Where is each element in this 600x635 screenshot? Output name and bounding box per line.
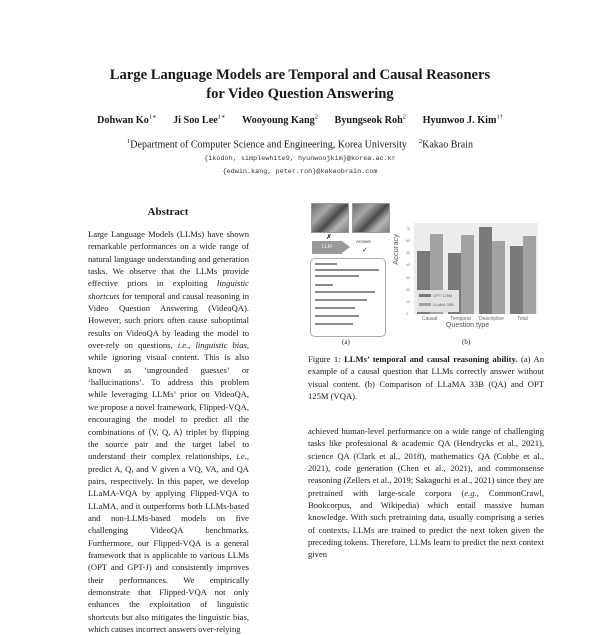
question-choices-box xyxy=(310,258,386,337)
caption-title: LLMs’ temporal and causal reasoning ability. xyxy=(344,354,518,364)
author-sup: 2 xyxy=(314,114,318,121)
abstract-text: , xyxy=(188,340,196,351)
abstract-text: , predict A, Q, and V given a VQ, VA, and QA pairs, respectively. In this paper, we develop LLaMA-VQA by applying Flipped-VQA to LLaMA, and it outperforms both LLMs-based and non-LLMs-based models on five challenging VideoQA benchmarks. Furthermore, our Flipped-VQA is a general framework that is applicable to various LLMs (OPT and GPT-J) and consistently improves their performances. We empirically demonstrate that Flipped-VQA not only enhances the exploitation of linguistic shortcuts but also mitigates the linguistic bias, which causes incorrect answers over-relying xyxy=(88,451,249,634)
x-tick-label: Temporal xyxy=(450,316,471,322)
y-tick-label: 20 xyxy=(406,287,410,292)
author xyxy=(242,115,318,126)
affiliations xyxy=(0,138,600,150)
choice-line xyxy=(315,291,375,293)
author-name: Hyunwoo J. Kim xyxy=(422,115,497,127)
legend-swatch xyxy=(419,303,431,306)
y-axis-label: Accuracy xyxy=(390,234,400,265)
author-name: Wooyoung Kang xyxy=(242,115,315,127)
plot-area xyxy=(414,223,538,314)
y-tick-label: 40 xyxy=(406,263,410,268)
author xyxy=(97,115,156,126)
affil-sup: 1 xyxy=(127,138,131,145)
abstract-text: , while ignoring visual content. This is also known as ‘ungrounded guesses’ or ‘hallucinations’. To address this problem while leveraging LLMs’ prior on VideoQA, we propose a novel framework, Flipped-VQA, encouraging the model to predict all the combinations of ⟨V, Q, A⟩ triplet by flipping the source pair and the target label to understand their complex relationships, xyxy=(88,340,249,462)
legend xyxy=(417,290,459,312)
bar xyxy=(510,246,523,314)
author-name: Ji Soo Lee xyxy=(173,115,218,127)
author xyxy=(335,115,406,126)
video-frame-1 xyxy=(311,203,349,233)
text-line-question-heading xyxy=(315,263,337,265)
answer-label: Answer xyxy=(356,239,372,244)
x-tick-label: Causal xyxy=(421,316,438,322)
author-sup: 2 xyxy=(402,114,407,121)
title-line-1: Large Language Models are Temporal and Causal Reasoners xyxy=(109,67,491,83)
legend-entry xyxy=(419,302,454,310)
bar xyxy=(523,236,536,314)
author xyxy=(423,115,503,126)
affiliation: Kakao Brain xyxy=(422,139,473,151)
abstract-emphasis: linguistic shortcuts xyxy=(88,278,249,301)
text-line-choices-heading xyxy=(315,284,333,286)
legend-entry xyxy=(419,293,452,301)
title-line-2: for Video Question Answering xyxy=(206,86,394,102)
video-frame-2 xyxy=(352,203,390,233)
figure-1 xyxy=(308,203,540,346)
paper-title xyxy=(0,66,600,104)
legend-swatch xyxy=(419,294,431,297)
email-line: {edwin.kang, peter.roh}@kakaobrain.com xyxy=(222,168,378,176)
y-tick-label: 30 xyxy=(406,275,410,280)
y-tick-label: 0 xyxy=(406,312,408,316)
body-text: , CommonCrawl, Bookcorpus, and Wikipedia) which entail massive human knowledge. With such pretraining data, usually comprising a series of contexts, LLMs are trained to predict the next token given the preceding tokens. Therefore, LLMs learn to predict the next context given xyxy=(308,487,544,560)
panel-b-caption: (b) xyxy=(462,338,471,346)
abstract-body xyxy=(88,228,249,635)
text-line xyxy=(315,275,359,277)
author-sup: 1† xyxy=(496,114,503,121)
author-sup: 1∗ xyxy=(217,114,226,121)
bar xyxy=(479,227,492,314)
bar xyxy=(492,241,505,314)
author xyxy=(173,115,225,126)
bar xyxy=(461,235,474,314)
choice-line xyxy=(315,299,367,301)
abstract-text: Large Language Models (LLMs) have shown remarkable performances on a wide range of natural language understanding and generation tasks. We observe that the LLMs provide effective priors in exploiting xyxy=(88,229,249,289)
body-text: achieved human-level performance on a wide range of challenging tasks like professional & academic QA (Hendrycks et al., 2021), science QA (Clark et al., 2018), mathematics QA (Cobbe et al., 2021), code generation (Chen et al., 2021), and commonsense reasoning (Zellers et al., 2019; Sakaguchi et al., 2021) since they are pretrained with large-scale corpora ( xyxy=(308,426,544,498)
choice-line xyxy=(315,315,359,317)
choice-line xyxy=(315,323,353,325)
choice-line xyxy=(315,307,355,309)
arrow-right-icon xyxy=(342,241,350,253)
affil-sup: 2 xyxy=(418,138,423,145)
figure-panel-a xyxy=(308,203,390,346)
x-tick-label: Total xyxy=(517,316,528,322)
llm-box: LLM xyxy=(312,241,342,254)
abstract-heading: Abstract xyxy=(147,206,189,218)
cross-icon: ✗ xyxy=(326,234,332,241)
abstract-emphasis: i.e. xyxy=(177,340,189,351)
y-tick-label: 60 xyxy=(406,239,410,244)
legend-label: OPT 125M xyxy=(433,293,453,298)
x-tick-label: Descriptive xyxy=(479,316,504,322)
author-name: Dohwan Ko xyxy=(97,115,149,127)
author-sup: 1∗ xyxy=(148,114,157,121)
author-list xyxy=(0,113,600,126)
abstract-emphasis: i.e. xyxy=(236,451,247,462)
caption-text: (a) An example of a causal question that LLMs correctly answer without visual content. (b) Comparison of LLaMA 33B (QA) and OPT 125M (VQA). xyxy=(308,354,545,402)
figure-panel-b-chart xyxy=(386,203,540,346)
text-line xyxy=(315,269,379,271)
x-axis-label: Question type xyxy=(446,322,490,329)
legend-label: LLaMA 33B xyxy=(433,302,454,307)
panel-a-caption: (a) xyxy=(342,338,350,346)
right-column-body xyxy=(308,425,544,561)
email-line: {ikodoh, simplewhite9, hyunwoojkim}@korea.ac.kr xyxy=(204,155,396,163)
affiliation: Department of Computer Science and Engineering, Korea University xyxy=(130,139,407,151)
y-tick-label: 50 xyxy=(406,251,410,256)
body-emphasis: e.g. xyxy=(464,487,477,498)
caption-label: Figure 1: xyxy=(308,354,345,364)
abstract-text: for temporal and causal reasoning in Video Question Answering (VideoQA). However, such priors often cause suboptimal results on VideoQA by leading the model to over-rely on questions, xyxy=(88,290,249,351)
author-name: Byungseok Roh xyxy=(334,115,403,127)
y-tick-label: 70 xyxy=(406,227,410,232)
check-icon: ✓ xyxy=(362,247,368,254)
figure-caption xyxy=(308,353,544,402)
y-tick-label: 10 xyxy=(406,299,410,304)
abstract-emphasis: linguistic bias xyxy=(195,340,247,351)
